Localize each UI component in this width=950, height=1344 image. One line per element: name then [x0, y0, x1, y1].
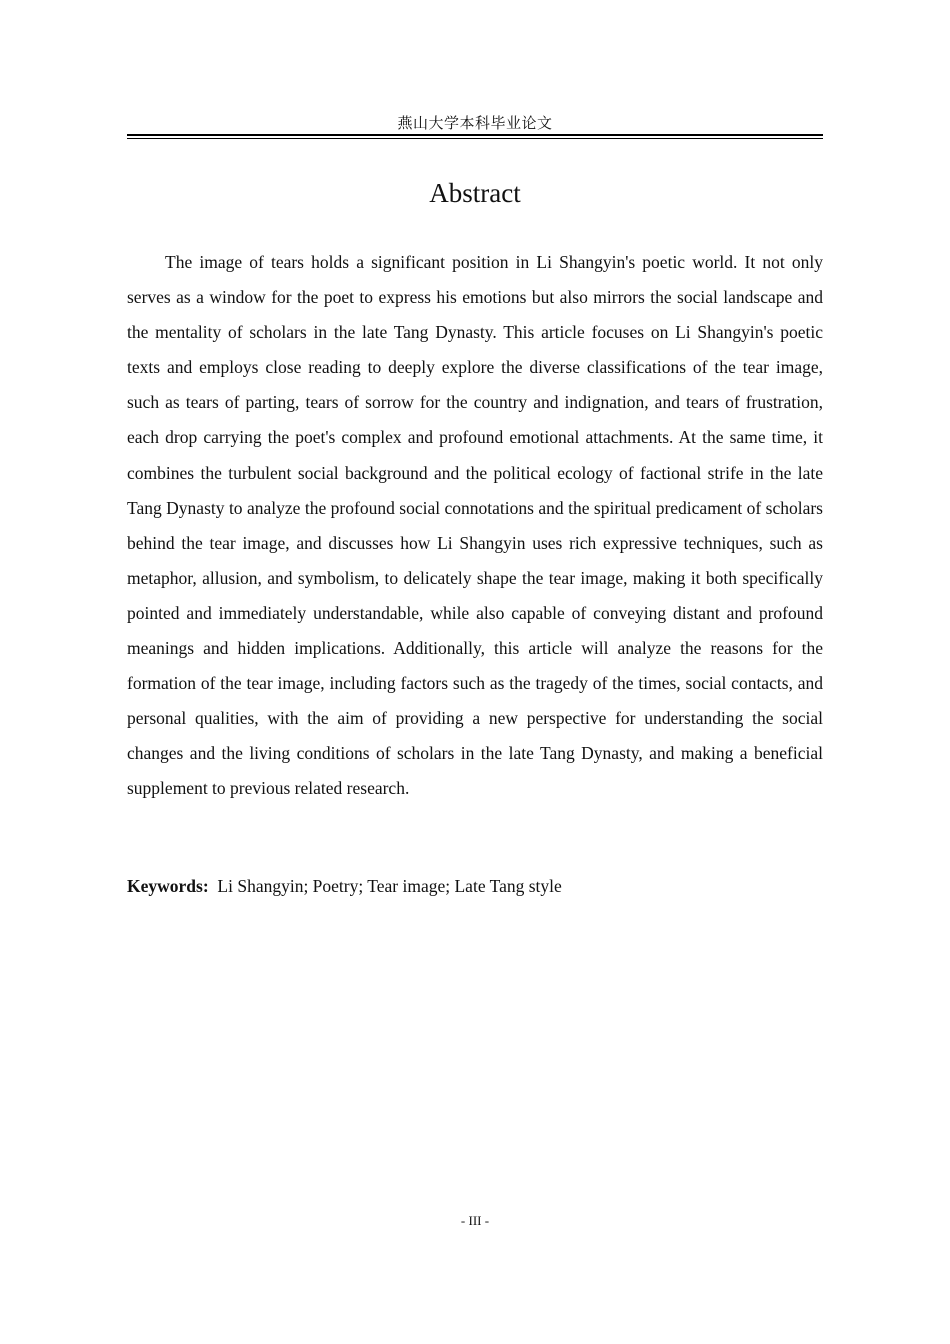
keywords-label: Keywords:	[127, 876, 209, 896]
abstract-title: Abstract	[429, 178, 521, 208]
page-number: - III -	[460, 1213, 490, 1228]
header-rule-thin	[127, 138, 823, 139]
keywords-line	[127, 871, 823, 901]
header-rule-thick	[127, 134, 823, 136]
abstract-body: The image of tears holds a significant position in Li Shangyin's poetic world. It not only serves as a window for the poet to express his emotions but also mirrors the social landscape and the mentality of scholars in the late Tang Dynasty. This article focuses on Li Shangyin's poetic texts and employs close reading to deeply explore the diverse classifications of the tear image, such as tears of parting, tears of sorrow for the country and indignation, and tears of frustration, each drop carrying the poet's complex and profound emotional attachments. At the same time, it combines the turbulent social background and the political ecology of factional strife in the late Tang Dynasty to analyze the profound social connotations and the spiritual predicament of scholars behind the tear image, and discusses how Li Shangyin uses rich expressive techniques, such as metaphor, allusion, and symbolism, to delicately shape the tear image, making it both specifically pointed and immediately understandable, while also capable of conveying distant and profound meanings and hidden implications. Additionally, this article will analyze the reasons for the formation of the tear image, including factors such as the tragedy of the times, social contacts, and personal qualities, with the aim of providing a new perspective for understanding the social changes and the living conditions of scholars in the late Tang Dynasty, and making a beneficial supplement to previous related research.	[127, 252, 823, 799]
page-header-title: 燕山大学本科毕业论文	[397, 116, 553, 132]
keywords-value: Li Shangyin; Poetry; Tear image; Late Tang style	[217, 876, 562, 896]
